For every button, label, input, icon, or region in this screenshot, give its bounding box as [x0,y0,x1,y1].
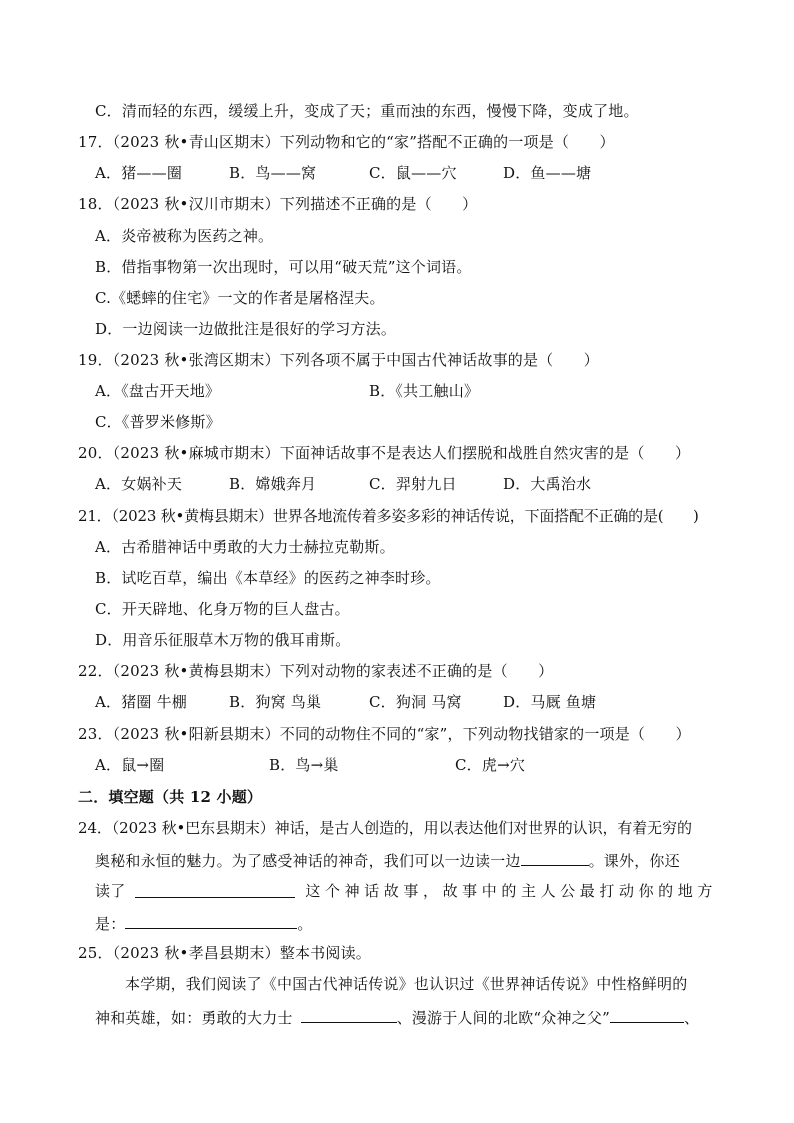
q21-option-b[interactable]: B．试吃百草，编出《本草经》的医药之神李时珍。 [95,569,441,587]
q24-line-3-text-a: 读了 [95,882,126,900]
q24-line-1: 24．（2023 秋•巴东县期末）神话，是古人创造的，用以表达他们对世界的认识，有着无穷的 [78,819,692,837]
q18-option-b[interactable]: B．借指事物第一次出现时，可以用“破天荒”这个词语。 [95,258,472,276]
q25-line-2-text-a: 神和英雄，如：勇敢的大力士 [95,1009,293,1027]
q23-option-c[interactable]: C．虎→穴 [455,756,526,774]
q24-line-3 [95,881,717,901]
q23-options [95,755,525,775]
q25-line-2 [95,1006,699,1028]
q25-blank-2[interactable] [610,1006,684,1023]
q22-stem: 22．（2023 秋•黄梅县期末）下列对动物的家表述不正确的是（ ） [78,662,554,680]
q20-stem: 20．（2023 秋•麻城市期末）下面神话故事不是表达人们摆脱和战胜自然灾害的是（ ） [78,444,691,462]
q23-option-b[interactable]: B．鸟→巢 [269,756,339,774]
q24-line-3-text-b: 这个神话故事，故事中的主人公最打动你的地方 [305,882,717,900]
q24-line-2-text-a: 奥秘和永恒的魅力。为了感受神话的神奇，我们可以一边读一边 [95,852,521,870]
q17-option-d[interactable]: D．鱼——塘 [503,164,592,182]
q24-blank-1[interactable] [521,849,589,866]
q24-line-4-text-a: 是： [95,915,126,933]
q16-option-c: C．清而轻的东西，缓缓上升，变成了天；重而浊的东西，慢慢下降，变成了地。 [95,102,639,120]
q24-line-4-text-b: 。 [297,915,313,933]
q20-option-a[interactable]: A．女娲补天 [95,475,183,493]
q17-stem: 17．（2023 秋•青山区期末）下列动物和它的“家”搭配不正确的一项是（ ） [78,133,615,151]
section-heading: 二．填空题（共 12 小题） [78,788,263,806]
q21-option-a[interactable]: A．古希腊神话中勇敢的大力士赫拉克勒斯。 [95,538,395,556]
q24-blank-3[interactable] [125,912,297,929]
q19-option-b[interactable]: B．《共工触山》 [369,382,480,400]
q17-options [95,163,591,183]
q22-option-c[interactable]: C．狗洞 马窝 [369,693,462,711]
q18-option-a[interactable]: A．炎帝被称为医药之神。 [95,227,274,245]
q24-blank-2[interactable] [135,881,295,898]
q25-line-2-text-b: 、漫游于人间的北欧“众神之父” [396,1009,610,1027]
q20-option-b[interactable]: B．嫦娥奔月 [229,475,317,493]
q17-option-b[interactable]: B．鸟——窝 [229,164,317,182]
q22-option-d[interactable]: D．马厩 鱼塘 [503,693,597,711]
q20-option-c[interactable]: C．羿射九日 [369,475,457,493]
q22-option-b[interactable]: B．狗窝 鸟巢 [229,693,322,711]
q19-stem: 19．（2023 秋•张湾区期末）下列各项不属于中国古代神话故事的是（ ） [78,351,599,369]
q25-line-2-text-c: 、 [683,1009,700,1027]
q22-option-a[interactable]: A．猪圈 牛棚 [95,693,188,711]
q20-option-d[interactable]: D．大禹治水 [503,475,592,493]
q24-line-4 [95,912,313,934]
q25-line-1: 本学期，我们阅读了《中国古代神话传说》也认识过《世界神话传说》中性格鲜明的 [125,975,688,993]
q23-stem: 23．（2023 秋•阳新县期末）不同的动物住不同的“家”，下列动物找错家的一项是（ ） [78,725,691,743]
q22-options [95,692,596,712]
q17-option-c[interactable]: C．鼠——穴 [369,164,457,182]
q25-blank-1[interactable] [301,1006,397,1023]
q21-option-c[interactable]: C．开天辟地、化身万物的巨人盘古。 [95,600,350,618]
q25-stem: 25．（2023 秋•孝昌县期末）整本书阅读。 [78,944,371,962]
q17-option-a[interactable]: A．猪——圈 [95,164,183,182]
q18-option-c[interactable]: C.《蟋蟀的住宅》一文的作者是屠格涅夫。 [95,289,385,307]
q19-option-a[interactable]: A．《盘古开天地》 [95,382,221,400]
q20-options [95,474,591,494]
q18-option-d[interactable]: D．一边阅读一边做批注是很好的学习方法。 [95,320,397,338]
q19-option-c[interactable]: C．《普罗米修斯》 [95,413,221,431]
q24-line-2 [95,849,680,871]
q21-stem: 21．（2023 秋•黄梅县期末）世界各地流传着多姿多彩的神话传说，下面搭配不正确的是( ) [78,507,699,525]
q24-line-2-text-b: 。课外，你还 [588,852,680,870]
q21-option-d[interactable]: D．用音乐征服草木万物的俄耳甫斯。 [95,631,351,649]
q23-option-a[interactable]: A．鼠→圈 [95,756,165,774]
q18-stem: 18．（2023 秋•汉川市期末）下列描述不正确的是（ ） [78,195,478,213]
q19-options [95,381,479,401]
